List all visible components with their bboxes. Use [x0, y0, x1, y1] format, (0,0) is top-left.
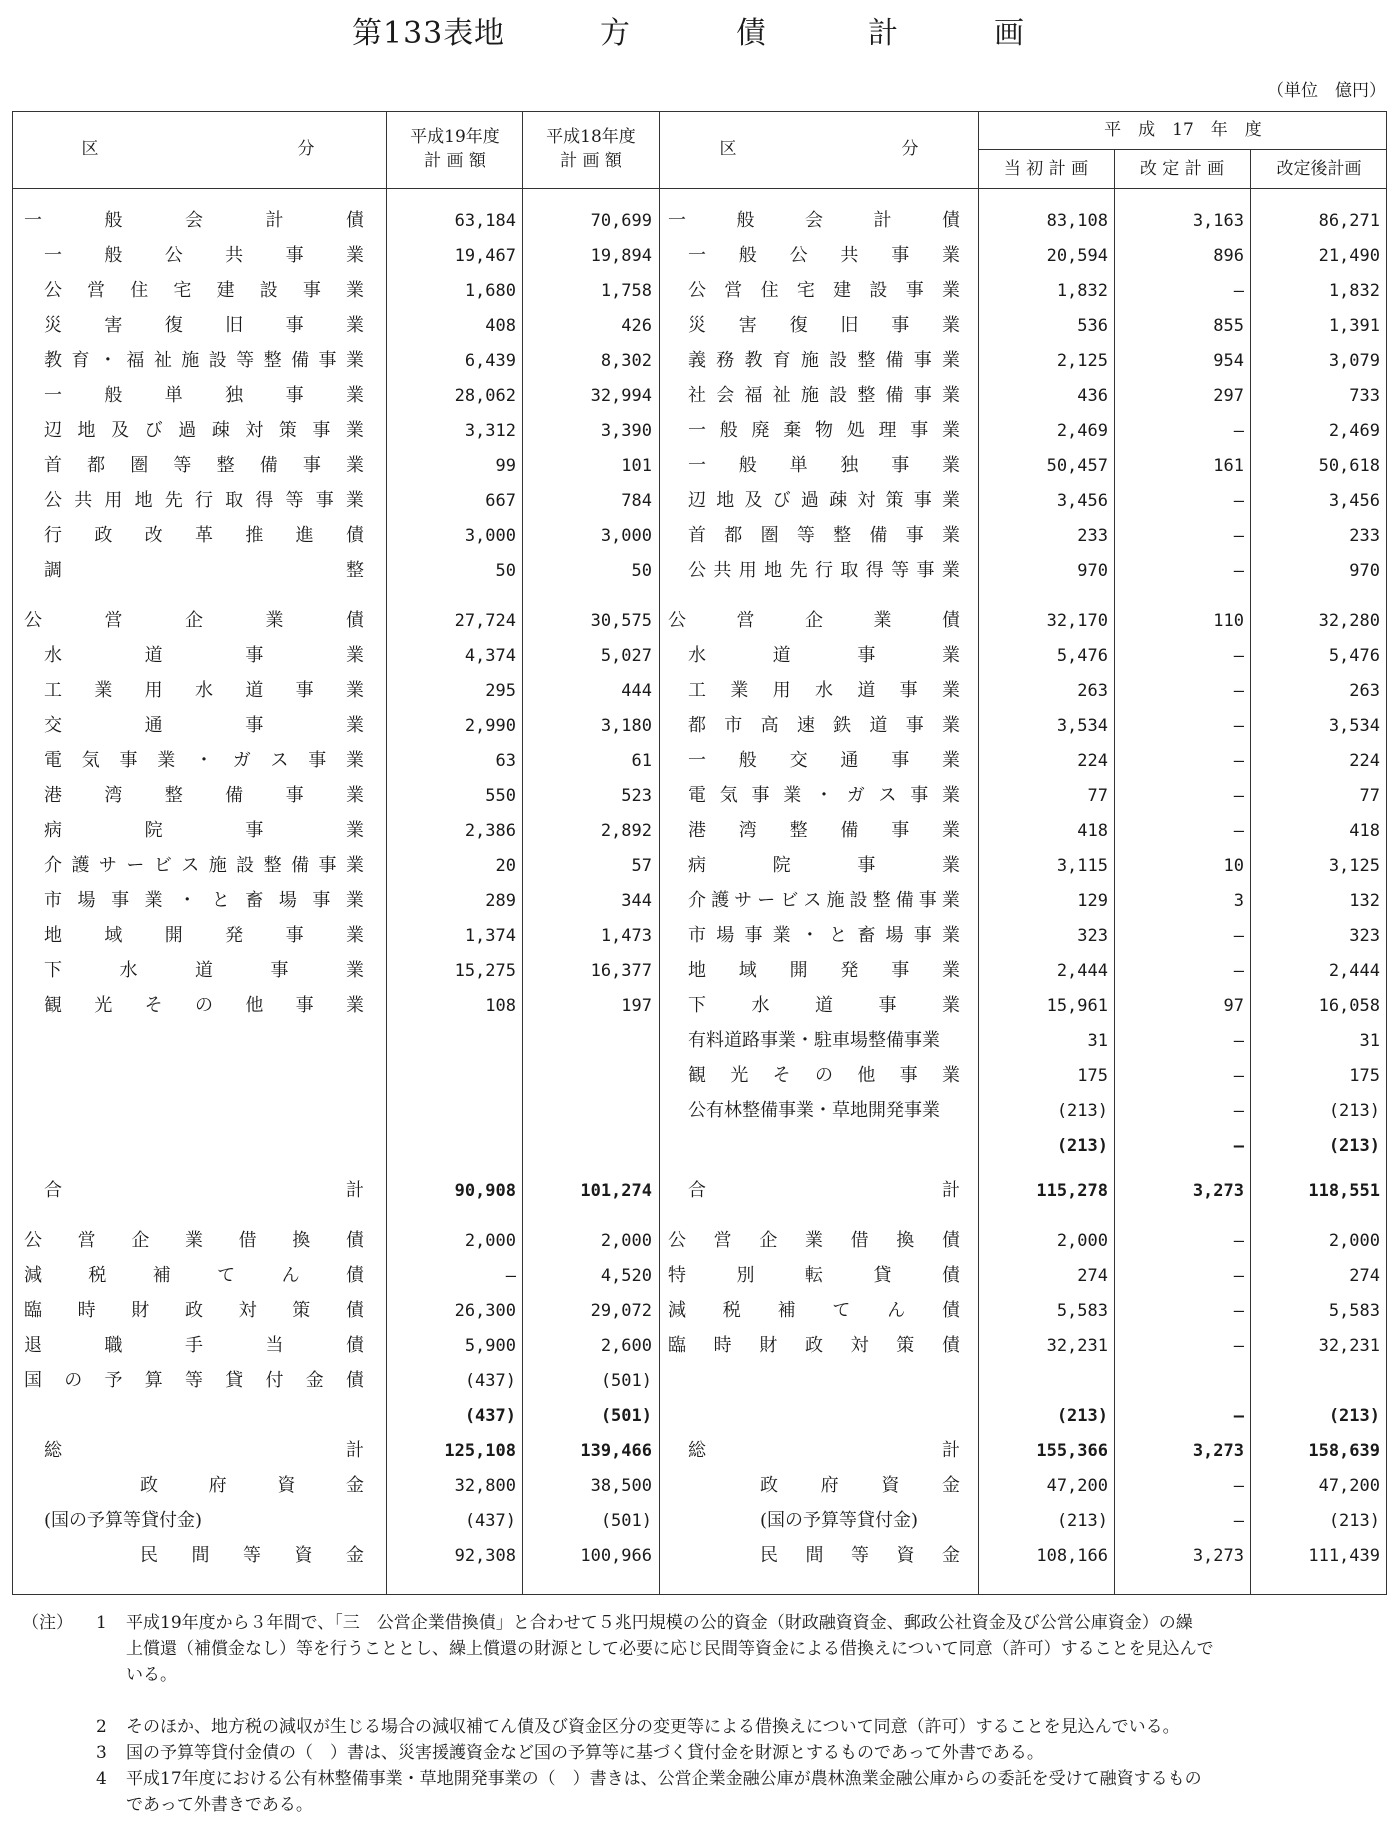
fy18-value: 1,758: [600, 281, 652, 301]
fy17-revision-value: 896: [1213, 246, 1244, 266]
fy17-revised-value: 118,551: [1308, 1181, 1380, 1201]
fy19-value: 3,312: [464, 421, 516, 441]
fy18-value: 32,994: [590, 386, 652, 406]
row-label: 交 通 事 業: [44, 715, 364, 736]
fy17-revised-value: 86,271: [1318, 211, 1380, 231]
fy18-value: 426: [621, 316, 652, 336]
row-label: 首 都 圏 等 整 備 事 業: [44, 455, 364, 476]
row-label: 下 水 道 事 業: [44, 960, 364, 981]
fy17-revision-value: —: [1233, 281, 1244, 301]
row-label: 公 共 用 地 先 行 取 得 等 事 業: [688, 560, 960, 581]
title-char-5: 画: [994, 16, 1024, 51]
fy19-value: 63: [495, 751, 516, 771]
row-label: 災 害 復 旧 事 業: [44, 315, 364, 336]
fy18-value: 100,966: [580, 1546, 652, 1566]
fy18-value: 2,000: [600, 1231, 652, 1251]
fy17-revision-value: 297: [1213, 386, 1244, 406]
title-char-4: 計: [868, 16, 898, 51]
row-label: 特 別 転 貸 債: [668, 1265, 960, 1286]
header-left-kubun-2: 分: [297, 139, 315, 159]
row-label: 電 気 事 業 ・ ガ ス 事 業: [44, 750, 364, 771]
fy18-value: 5,027: [600, 646, 652, 666]
fy17-revised-value: 1,391: [1328, 316, 1380, 336]
fy17-revision-value: —: [1233, 1406, 1244, 1426]
row-label: 病 院 事 業: [688, 855, 960, 876]
fy19-value: 125,108: [444, 1441, 516, 1461]
fy17-revision-value: 10: [1223, 856, 1244, 876]
fy19-value: 295: [485, 681, 516, 701]
fy17-revision-value: 954: [1213, 351, 1244, 371]
row-label: 退 職 手 当 債: [24, 1335, 364, 1356]
fy17-initial-value: 5,476: [1056, 646, 1108, 666]
title-char-3: 債: [736, 16, 766, 51]
row-label: 民 間 等 資 金: [140, 1545, 364, 1566]
fy17-revision-value: —: [1233, 1301, 1244, 1321]
fy17-initial-value: 175: [1077, 1066, 1108, 1086]
fy18-value: 29,072: [590, 1301, 652, 1321]
fy17-initial-value: 15,961: [1046, 996, 1108, 1016]
row-label: 辺 地 及 び 過 疎 対 策 事 業: [688, 490, 960, 511]
fy19-value: (437): [464, 1406, 516, 1426]
fy19-value: 20: [495, 856, 516, 876]
fy19-value: 50: [495, 561, 516, 581]
fy17-revised-value: 263: [1349, 681, 1380, 701]
note-text: 国の予算等貸付金債の（ ）書は、災害援護資金など国の予算等に基づく貸付金を財源とするものであって外書である。: [126, 1743, 1044, 1763]
fy17-revised-value: 32,280: [1318, 611, 1380, 631]
row-label: 工 業 用 水 道 事 業: [44, 680, 364, 701]
fy19-value: (437): [464, 1371, 516, 1391]
fy18-value: 19,894: [590, 246, 652, 266]
fy17-revised-value: 2,444: [1328, 961, 1380, 981]
fy17-revised-value: (213): [1328, 1406, 1380, 1426]
fy19-value: 19,467: [454, 246, 516, 266]
fy17-initial-value: 3,456: [1056, 491, 1108, 511]
row-label: 政 府 資 金: [140, 1475, 364, 1496]
fy19-value: 1,374: [464, 926, 516, 946]
fy17-revised-value: 158,639: [1308, 1441, 1380, 1461]
fy17-revision-value: —: [1233, 1031, 1244, 1051]
fy19-value: 667: [485, 491, 516, 511]
fy19-value: (437): [464, 1511, 516, 1531]
note-number: 4: [96, 1769, 107, 1789]
header-fy17-revision: 改 定 計 画: [1139, 159, 1225, 179]
fy17-revision-value: —: [1233, 681, 1244, 701]
fy17-revised-value: 47,200: [1318, 1476, 1380, 1496]
row-label: 臨 時 財 政 対 策 債: [24, 1300, 364, 1321]
fy17-initial-value: (213): [1056, 1101, 1108, 1121]
fy17-initial-value: 83,108: [1046, 211, 1108, 231]
row-label: 総 計: [688, 1440, 960, 1461]
fy18-value: 3,000: [600, 526, 652, 546]
row-label: 介 護 サ ー ビ ス 施 設 整 備 事 業: [44, 855, 364, 876]
fy17-revision-value: —: [1233, 1336, 1244, 1356]
fy17-initial-value: 50,457: [1046, 456, 1108, 476]
fy18-value: 2,600: [600, 1336, 652, 1356]
fy17-initial-value: 115,278: [1036, 1181, 1108, 1201]
col-divider: [522, 111, 523, 1595]
row-label: 災 害 復 旧 事 業: [688, 315, 960, 336]
fy17-revised-value: 233: [1349, 526, 1380, 546]
row-label: (国の予算等貸付金): [760, 1510, 919, 1531]
fy17-revision-value: —: [1233, 1476, 1244, 1496]
fy18-value: 101: [621, 456, 652, 476]
fy17-initial-value: 2,000: [1056, 1231, 1108, 1251]
row-label: 減 税 補 て ん 債: [668, 1300, 960, 1321]
title-prefix: 第133表: [352, 16, 475, 51]
row-label: 観 光 そ の 他 事 業: [688, 1065, 960, 1086]
row-label: 公 営 企 業 借 換 債: [668, 1230, 960, 1251]
fy17-revision-value: —: [1233, 1511, 1244, 1531]
row-label: 政 府 資 金: [760, 1475, 960, 1496]
fy17-revised-value: 132: [1349, 891, 1380, 911]
row-label: 病 院 事 業: [44, 820, 364, 841]
fy18-value: (501): [600, 1511, 652, 1531]
fy19-value: 2,386: [464, 821, 516, 841]
row-label: 一 般 単 独 事 業: [688, 455, 960, 476]
fy17-revision-value: —: [1233, 1136, 1244, 1156]
fy17-revised-value: 5,476: [1328, 646, 1380, 666]
col-divider: [1250, 149, 1251, 1595]
fy18-value: 444: [621, 681, 652, 701]
fy17-revised-value: 3,456: [1328, 491, 1380, 511]
fy17-revision-value: —: [1233, 716, 1244, 736]
fy18-value: 197: [621, 996, 652, 1016]
row-label: 水 道 事 業: [688, 645, 960, 666]
fy17-revision-value: —: [1233, 526, 1244, 546]
page-title: [0, 8, 1400, 52]
fy17-revised-value: 1,832: [1328, 281, 1380, 301]
fy17-initial-value: 32,170: [1046, 611, 1108, 631]
fy17-initial-value: 129: [1077, 891, 1108, 911]
fy17-revised-value: (213): [1328, 1101, 1380, 1121]
header-right-kubun-2: 分: [901, 139, 919, 159]
fy19-value: 90,908: [454, 1181, 516, 1201]
row-label: (国の予算等貸付金): [44, 1510, 203, 1531]
fy18-value: 30,575: [590, 611, 652, 631]
fy19-value: 4,374: [464, 646, 516, 666]
fy19-value: 92,308: [454, 1546, 516, 1566]
row-label: 一 般 会 計 債: [24, 210, 364, 231]
fy17-revised-value: 31: [1359, 1031, 1380, 1051]
fy19-value: 6,439: [464, 351, 516, 371]
fy17-revised-value: 3,534: [1328, 716, 1380, 736]
header-fy18-line2: 計 画 額: [560, 151, 622, 171]
fy18-value: 344: [621, 891, 652, 911]
fy17-revised-value: 224: [1349, 751, 1380, 771]
fy19-value: 63,184: [454, 211, 516, 231]
header-left-kubun-1: 区: [81, 139, 99, 159]
fy17-initial-value: 20,594: [1046, 246, 1108, 266]
row-label: 一 般 公 共 事 業: [688, 245, 960, 266]
fy17-revised-value: 323: [1349, 926, 1380, 946]
note-text: いる。: [126, 1665, 177, 1685]
row-label: 公 営 住 宅 建 設 事 業: [688, 280, 960, 301]
fy17-initial-value: 323: [1077, 926, 1108, 946]
title-char-1: 地: [474, 16, 504, 51]
row-label: 減 税 補 て ん 債: [24, 1265, 364, 1286]
fy18-value: 16,377: [590, 961, 652, 981]
fy18-value: 784: [621, 491, 652, 511]
header-subdivider: [978, 149, 1387, 150]
fy17-revision-value: 3: [1233, 891, 1244, 911]
fy17-initial-value: 2,469: [1056, 421, 1108, 441]
note-text: 上償還（補償金なし）等を行うこととし、繰上償還の財源として必要に応じ民間等資金による借換えについて同意（許可）することを見込んで: [126, 1639, 1214, 1659]
fy17-initial-value: (213): [1056, 1406, 1108, 1426]
fy17-revised-value: 274: [1349, 1266, 1380, 1286]
fy17-revision-value: —: [1233, 786, 1244, 806]
note-text: であって外書きである。: [126, 1795, 313, 1815]
fy17-revision-value: —: [1233, 1266, 1244, 1286]
fy19-value: 28,062: [454, 386, 516, 406]
fy18-value: 3,390: [600, 421, 652, 441]
fy19-value: 99: [495, 456, 516, 476]
fy17-revision-value: —: [1233, 561, 1244, 581]
row-label: 電 気 事 業 ・ ガ ス 事 業: [688, 785, 960, 806]
fy17-initial-value: 263: [1077, 681, 1108, 701]
fy18-value: 57: [631, 856, 652, 876]
fy19-value: 32,800: [454, 1476, 516, 1496]
row-label: 公 営 企 業 債: [24, 610, 364, 631]
fy17-initial-value: 31: [1087, 1031, 1108, 1051]
row-label: 市 場 事 業 ・ と 畜 場 事 業: [688, 925, 960, 946]
fy17-revised-value: 2,000: [1328, 1231, 1380, 1251]
fy17-revision-value: 3,273: [1192, 1441, 1244, 1461]
fy17-revised-value: 77: [1359, 786, 1380, 806]
row-label: 調 整: [44, 560, 364, 581]
fy17-initial-value: 233: [1077, 526, 1108, 546]
header-fy17: 平 成 17 年 度: [1104, 120, 1262, 140]
fy17-revision-value: 3,163: [1192, 211, 1244, 231]
header-divider: [12, 188, 1387, 189]
row-label: 工 業 用 水 道 事 業: [688, 680, 960, 701]
row-label: 水 道 事 業: [44, 645, 364, 666]
fy17-initial-value: 3,115: [1056, 856, 1108, 876]
fy17-revision-value: —: [1233, 961, 1244, 981]
note-text: 平成17年度における公有林整備事業・草地開発事業の（ ）書きは、公営企業金融公庫が農林漁業金融公庫からの委託を受けて融資するもの: [126, 1769, 1202, 1789]
header-right-kubun-1: 区: [719, 139, 737, 159]
unit-label: （単位 億円）: [1267, 81, 1386, 101]
fy17-initial-value: 47,200: [1046, 1476, 1108, 1496]
fy17-revision-value: —: [1233, 1101, 1244, 1121]
col-divider: [659, 111, 660, 1595]
row-label: 介 護 サ ー ビ ス 施 設 整 備 事 業: [688, 890, 960, 911]
fy17-initial-value: 32,231: [1046, 1336, 1108, 1356]
fy17-revised-value: 32,231: [1318, 1336, 1380, 1356]
fy18-value: 4,520: [600, 1266, 652, 1286]
row-label: 市 場 事 業 ・ と 畜 場 事 業: [44, 890, 364, 911]
fy17-revised-value: 175: [1349, 1066, 1380, 1086]
fy17-revised-value: 50,618: [1318, 456, 1380, 476]
fy17-revised-value: (213): [1328, 1136, 1380, 1156]
fy17-revised-value: 5,583: [1328, 1301, 1380, 1321]
row-label: 地 域 開 発 事 業: [688, 960, 960, 981]
fy17-initial-value: 274: [1077, 1266, 1108, 1286]
fy17-revision-value: —: [1233, 1066, 1244, 1086]
row-label: 公 営 住 宅 建 設 事 業: [44, 280, 364, 301]
fy19-value: 5,900: [464, 1336, 516, 1356]
fy19-value: 289: [485, 891, 516, 911]
row-label: 一 般 単 独 事 業: [44, 385, 364, 406]
fy17-revised-value: 970: [1349, 561, 1380, 581]
row-label: 公 営 企 業 借 換 債: [24, 1230, 364, 1251]
fy17-revision-value: —: [1233, 491, 1244, 511]
fy19-value: 3,000: [464, 526, 516, 546]
fy17-revised-value: 733: [1349, 386, 1380, 406]
row-label: 義 務 教 育 施 設 整 備 事 業: [688, 350, 960, 371]
fy19-value: 26,300: [454, 1301, 516, 1321]
fy17-initial-value: 970: [1077, 561, 1108, 581]
fy17-revision-value: —: [1233, 1231, 1244, 1251]
row-label: 下 水 道 事 業: [688, 995, 960, 1016]
row-label: 合 計: [688, 1180, 960, 1201]
fy17-initial-value: 418: [1077, 821, 1108, 841]
fy17-revision-value: 161: [1213, 456, 1244, 476]
row-label: 一 般 交 通 事 業: [688, 750, 960, 771]
fy19-value: 408: [485, 316, 516, 336]
fy19-value: 1,680: [464, 281, 516, 301]
row-label: 地 域 開 発 事 業: [44, 925, 364, 946]
row-label: 合 計: [44, 1180, 364, 1201]
row-label: 首 都 圏 等 整 備 事 業: [688, 525, 960, 546]
fy17-initial-value: 224: [1077, 751, 1108, 771]
col-divider: [978, 111, 979, 1595]
fy19-value: 2,000: [464, 1231, 516, 1251]
row-label: 一 般 公 共 事 業: [44, 245, 364, 266]
fy18-value: 61: [631, 751, 652, 771]
fy18-value: 1,473: [600, 926, 652, 946]
fy18-value: 8,302: [600, 351, 652, 371]
fy17-revision-value: —: [1233, 821, 1244, 841]
fy17-revision-value: —: [1233, 421, 1244, 441]
fy17-initial-value: (213): [1056, 1136, 1108, 1156]
note-text: そのほか、地方税の減収が生じる場合の減収補てん債及び資金区分の変更等による借換えについて同意（許可）することを見込んでいる。: [126, 1717, 1180, 1737]
row-label: 民 間 等 資 金: [760, 1545, 960, 1566]
header-fy18-line1: 平成18年度: [546, 127, 636, 147]
fy19-value: 550: [485, 786, 516, 806]
row-label: 港 湾 整 備 事 業: [44, 785, 364, 806]
col-divider: [386, 111, 387, 1595]
row-label: 有料道路事業・駐車場整備事業: [688, 1030, 940, 1051]
fy17-revision-value: 110: [1213, 611, 1244, 631]
fy17-initial-value: 536: [1077, 316, 1108, 336]
notes-head: （注）: [22, 1613, 73, 1633]
row-label: 一 般 会 計 債: [668, 210, 960, 231]
fy17-revised-value: 2,469: [1328, 421, 1380, 441]
note-number: 1: [96, 1613, 107, 1633]
fy17-initial-value: 155,366: [1036, 1441, 1108, 1461]
fy19-value: 15,275: [454, 961, 516, 981]
row-label: 臨 時 財 政 対 策 債: [668, 1335, 960, 1356]
fy18-value: 50: [631, 561, 652, 581]
fy18-value: (501): [600, 1371, 652, 1391]
fy17-revision-value: —: [1233, 646, 1244, 666]
header-fy19-line2: 計 画 額: [424, 151, 486, 171]
fy18-value: 523: [621, 786, 652, 806]
fy17-revised-value: 418: [1349, 821, 1380, 841]
header-fy17-revised: 改定後計画: [1276, 159, 1362, 179]
fy17-initial-value: (213): [1056, 1511, 1108, 1531]
note-number: 2: [96, 1717, 107, 1737]
fy17-revision-value: 3,273: [1192, 1181, 1244, 1201]
header-fy19-line1: 平成19年度: [410, 127, 500, 147]
fy17-revised-value: (213): [1328, 1511, 1380, 1531]
fy18-value: 38,500: [590, 1476, 652, 1496]
fy17-initial-value: 3,534: [1056, 716, 1108, 736]
row-label: 辺 地 及 び 過 疎 対 策 事 業: [44, 420, 364, 441]
fy17-initial-value: 436: [1077, 386, 1108, 406]
fy18-value: 101,274: [580, 1181, 652, 1201]
fy19-value: —: [505, 1266, 516, 1286]
fy19-value: 108: [485, 996, 516, 1016]
fy17-revision-value: 3,273: [1192, 1546, 1244, 1566]
fy17-revision-value: —: [1233, 751, 1244, 771]
fy17-initial-value: 1,832: [1056, 281, 1108, 301]
fy17-initial-value: 77: [1087, 786, 1108, 806]
row-label: 公 営 企 業 債: [668, 610, 960, 631]
fy17-initial-value: 2,125: [1056, 351, 1108, 371]
fy18-value: 2,892: [600, 821, 652, 841]
fy17-revised-value: 111,439: [1308, 1546, 1380, 1566]
col-divider: [1114, 149, 1115, 1595]
row-label: 社 会 福 祉 施 設 整 備 事 業: [688, 385, 960, 406]
row-label: 公有林整備事業・草地開発事業: [688, 1100, 940, 1121]
row-label: 国 の 予 算 等 貸 付 金 債: [24, 1370, 364, 1391]
fy17-revised-value: 16,058: [1318, 996, 1380, 1016]
row-label: 都 市 高 速 鉄 道 事 業: [688, 715, 960, 736]
row-label: 行 政 改 革 推 進 債: [44, 525, 364, 546]
row-label: 総 計: [44, 1440, 364, 1461]
fy17-initial-value: 5,583: [1056, 1301, 1108, 1321]
row-label: 一 般 廃 棄 物 処 理 事 業: [688, 420, 960, 441]
fy17-revision-value: 855: [1213, 316, 1244, 336]
row-label: 公 共 用 地 先 行 取 得 等 事 業: [44, 490, 364, 511]
fy17-revision-value: 97: [1223, 996, 1244, 1016]
fy17-revision-value: —: [1233, 926, 1244, 946]
fy18-value: 139,466: [580, 1441, 652, 1461]
fy17-revised-value: 3,125: [1328, 856, 1380, 876]
fy19-value: 2,990: [464, 716, 516, 736]
note-number: 3: [96, 1743, 107, 1763]
header-fy17-initial: 当 初 計 画: [1003, 159, 1089, 179]
fy18-value: 70,699: [590, 211, 652, 231]
fy17-initial-value: 108,166: [1036, 1546, 1108, 1566]
title-char-2: 方: [600, 16, 630, 51]
fy18-value: 3,180: [600, 716, 652, 736]
fy17-revised-value: 3,079: [1328, 351, 1380, 371]
row-label: 教 育 ・ 福 祉 施 設 等 整 備 事 業: [44, 350, 364, 371]
note-text: 平成19年度から３年間で、「三 公営企業借換債」と合わせて５兆円規模の公的資金（財政融資資金、郵政公社資金及び公営公庫資金）の繰: [126, 1613, 1193, 1633]
fy19-value: 27,724: [454, 611, 516, 631]
fy18-value: (501): [600, 1406, 652, 1426]
row-label: 観 光 そ の 他 事 業: [44, 995, 364, 1016]
fy17-initial-value: 2,444: [1056, 961, 1108, 981]
row-label: 港 湾 整 備 事 業: [688, 820, 960, 841]
fy17-revised-value: 21,490: [1318, 246, 1380, 266]
